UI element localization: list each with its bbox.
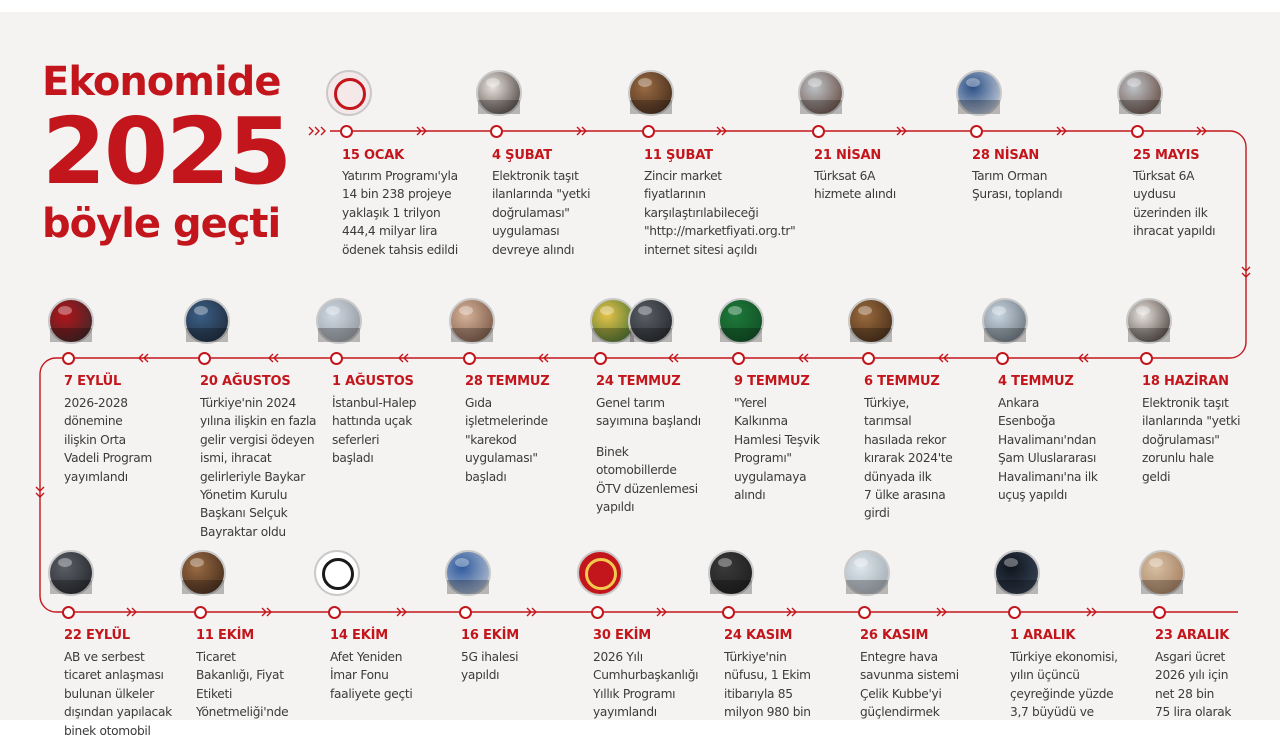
title-line-3: böyle geçti <box>42 201 281 247</box>
event-date: 22 EYLÜL <box>64 628 130 643</box>
event-date: 7 EYLÜL <box>64 374 122 389</box>
event-description <box>332 394 416 468</box>
phone-photo-icon <box>1126 298 1172 344</box>
event-text: Asgari ücret 2026 yılı için net 28 bin 75 lira olarak <box>1155 650 1232 720</box>
event-date: 26 KASIM <box>860 628 929 643</box>
infographic-poster <box>0 12 1280 738</box>
timeline-marker <box>330 352 343 365</box>
event-date: 4 TEMMUZ <box>998 374 1074 389</box>
qr-photo-icon <box>449 298 495 344</box>
event-description <box>342 167 458 259</box>
event-description <box>644 167 795 259</box>
event-text: Ticaret Bakanlığı, Fiyat Etiketi Yönetmeliği'nde <box>196 650 289 720</box>
timeline-marker <box>642 125 655 138</box>
timeline-marker <box>591 606 604 619</box>
timeline-marker <box>340 125 353 138</box>
meeting-photo-icon <box>445 550 491 596</box>
night-photo-icon <box>994 550 1040 596</box>
event-text: Entegre hava savunma sistemi Çelik Kubbe'yi güçlendirmek <box>860 650 959 720</box>
title-line-1: Ekonomide <box>42 59 281 105</box>
rocket-photo-icon <box>798 70 844 116</box>
event-description <box>465 394 548 486</box>
airplane-photo-icon <box>316 298 362 344</box>
timeline-marker <box>858 606 871 619</box>
portrait-photo-icon <box>184 298 230 344</box>
event-description <box>1142 394 1240 486</box>
timeline-marker <box>194 606 207 619</box>
event-date: 16 EKİM <box>461 628 519 643</box>
event-text: Yatırım Programı'yla 14 bin 238 projeye yaklaşık 1 trilyon 444,4 milyar lira ödenek tahsis edildi <box>342 169 458 257</box>
timeline-marker <box>490 125 503 138</box>
event-description <box>1010 648 1118 722</box>
speaker-photo-icon <box>956 70 1002 116</box>
event-description <box>734 394 820 504</box>
crowd-photo-icon <box>708 550 754 596</box>
event-date: 15 OCAK <box>342 148 404 163</box>
event-description <box>200 394 316 541</box>
timeline-marker <box>1131 125 1144 138</box>
event-date: 25 MAYIS <box>1133 148 1200 163</box>
cars-photo-icon <box>628 298 674 344</box>
timeline-marker <box>1008 606 1021 619</box>
event-text: Türkiye ekonomisi, yılın üçüncü çeyreğinde yüzde 3,7 büyüdü ve <box>1010 650 1118 720</box>
airport-photo-icon <box>982 298 1028 344</box>
event-text: Tarım Orman Şurası, toplandı <box>972 169 1063 202</box>
cars-photo-icon <box>48 550 94 596</box>
phone-photo-icon <box>476 70 522 116</box>
event-description <box>64 394 152 486</box>
event-date: 18 HAZİRAN <box>1142 374 1229 389</box>
event-text: Genel tarım sayımına başlandı <box>596 396 701 429</box>
event-text: Zincir market fiyatlarının karşılaştırılabileceği "http://marketfiyati.org.tr" internet sitesi açıldı <box>644 169 796 257</box>
money-photo-icon <box>1139 550 1185 596</box>
event-text: Gıda işletmelerinde "karekod uygulaması" başladı <box>465 396 548 484</box>
event-text: Afet Yeniden İmar Fonu faaliyete geçti <box>330 650 413 701</box>
event-date: 21 NİSAN <box>814 148 882 163</box>
event-description <box>972 167 1062 204</box>
event-date: 30 EKİM <box>593 628 651 643</box>
timeline-marker <box>198 352 211 365</box>
event-description <box>1133 167 1215 241</box>
green-logo-photo-icon <box>718 298 764 344</box>
timeline-marker <box>594 352 607 365</box>
event-date: 1 ARALIK <box>1010 628 1076 643</box>
timeline-marker <box>862 352 875 365</box>
market-photo-icon <box>180 550 226 596</box>
market-photo-icon <box>628 70 674 116</box>
event-text: Türkiye'nin nüfusu, 1 Ekim itibarıyla 85 milyon 980 bin <box>724 650 811 720</box>
event-text: Ankara Esenboğa Havalimanı'ndan Şam Uluslararası Havalimanı'na ilk uçuş yapıldı <box>998 396 1098 503</box>
event-text: Türksat 6A uydusu üzerinden ilk ihracat yapıldı <box>1133 169 1216 239</box>
event-text: Elektronik taşıt ilanlarında "yetki doğrulaması" uygulaması devreye alındı <box>492 169 591 257</box>
event-description <box>64 648 172 740</box>
event-date: 28 TEMMUZ <box>465 374 550 389</box>
timeline-marker <box>459 606 472 619</box>
start-arrow-icon <box>321 127 325 135</box>
event-description <box>724 648 811 722</box>
event-text: "Yerel Kalkınma Hamlesi Teşvik Programı" uygulamaya alındı <box>734 396 820 503</box>
event-text: 2026-2028 dönemine ilişkin Orta Vadeli Program yayımlandı <box>64 396 152 484</box>
event-date: 20 AĞUSTOS <box>200 374 291 389</box>
event-text-secondary: Binek otomobillerde ÖTV düzenlemesi yapıldı <box>596 444 698 515</box>
timeline-marker <box>62 352 75 365</box>
timeline-marker <box>732 352 745 365</box>
event-description <box>461 648 518 685</box>
event-description <box>596 394 701 516</box>
event-date: 14 EKİM <box>330 628 388 643</box>
event-description <box>1155 648 1231 722</box>
event-description <box>330 648 412 703</box>
timeline-marker <box>463 352 476 365</box>
event-date: 9 TEMMUZ <box>734 374 810 389</box>
event-date: 28 NİSAN <box>972 148 1040 163</box>
title-year: 2025 <box>42 98 291 205</box>
flags-photo-icon <box>48 298 94 344</box>
missile-photo-icon <box>844 550 890 596</box>
event-description <box>814 167 896 204</box>
event-text: Türksat 6A hizmete alındı <box>814 169 896 202</box>
timeline-marker <box>722 606 735 619</box>
event-description <box>196 648 288 722</box>
event-date: 23 ARALIK <box>1155 628 1230 643</box>
timeline-marker <box>1153 606 1166 619</box>
event-text: İstanbul-Halep hattında uçak seferleri başladı <box>332 396 417 466</box>
poster-title <box>42 59 291 247</box>
event-date: 1 AĞUSTOS <box>332 374 414 389</box>
event-date: 4 ŞUBAT <box>492 148 552 163</box>
wheat-photo-icon <box>848 298 894 344</box>
red-seal-photo-icon <box>326 70 372 116</box>
event-text: Türkiye, tarımsal hasılada rekor kırarak 2024'te dünyada ilk 7 ülke arasına girdi <box>864 396 953 521</box>
event-date: 24 KASIM <box>724 628 793 643</box>
start-arrow-icon <box>309 127 313 135</box>
event-date: 6 TEMMUZ <box>864 374 940 389</box>
timeline-marker <box>812 125 825 138</box>
event-date: 11 ŞUBAT <box>644 148 713 163</box>
event-description <box>998 394 1098 504</box>
event-text: Elektronik taşıt ilanlarında "yetki doğrulaması" zorunlu hale geldi <box>1142 396 1241 484</box>
start-arrow-icon <box>315 127 319 135</box>
event-description <box>593 648 698 722</box>
timeline-marker <box>996 352 1009 365</box>
event-date: 11 EKİM <box>196 628 254 643</box>
event-date: 24 TEMMUZ <box>596 374 681 389</box>
event-description <box>864 394 952 523</box>
afif-logo-photo-icon <box>314 550 360 596</box>
event-text: Türkiye'nin 2024 yılına ilişkin en fazla gelir vergisi ödeyen ismi, ihracat gelirleriyle Baykar Yönetim Kurulu Başkanı Selçuk Bayraktar oldu <box>200 396 317 539</box>
timeline-marker <box>328 606 341 619</box>
event-text: AB ve serbest ticaret anlaşması bulunan ülkeler dışından yapılacak binek otomobil <box>64 650 172 738</box>
presidency-seal-photo-icon <box>577 550 623 596</box>
timeline-marker <box>62 606 75 619</box>
timeline-marker <box>970 125 983 138</box>
event-description <box>860 648 959 722</box>
event-text: 2026 Yılı Cumhurbaşkanlığı Yıllık Programı yayımlandı <box>593 650 699 720</box>
event-description <box>492 167 590 259</box>
timeline-marker <box>1140 352 1153 365</box>
rocket-photo-icon <box>1117 70 1163 116</box>
event-text: 5G ihalesi yapıldı <box>461 650 519 683</box>
